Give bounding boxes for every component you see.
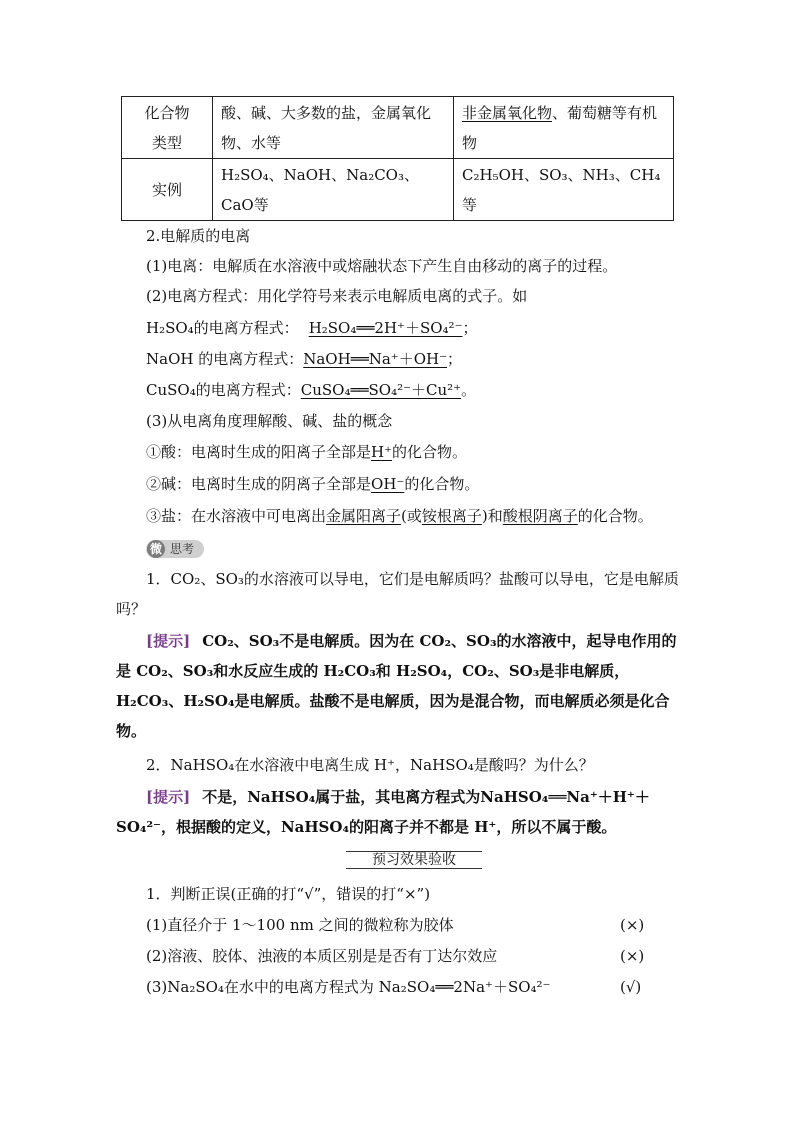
classification-table bbox=[121, 96, 674, 221]
question-2: 2．NaHSO₄在水溶液中电离生成 H⁺，NaHSO₄是酸吗？为什么？ bbox=[146, 756, 594, 774]
acid-definition: ①酸：电离时生成的阳离子全部是H⁺的化合物。 bbox=[146, 443, 468, 461]
table-cell-electrolyte-type: 酸、碱、大多数的盐，金属氧化物、水等 bbox=[213, 97, 454, 159]
table-cell-electrolyte-example: H₂SO₄、NaOH、Na₂CO₃、CaO等 bbox=[213, 159, 454, 221]
banner-title: 预习效果验收 bbox=[346, 852, 482, 868]
table-cell-nonelectrolyte-type: 非金属氧化物、葡萄糖等有机物 bbox=[454, 97, 674, 159]
list-item: (2)溶液、胶体、浊液的本质区别是是否有丁达尔效应 bbox=[146, 947, 498, 965]
equation-label: NaOH 的电离方程式： bbox=[146, 350, 304, 368]
question-1: 1．CO₂、SO₃的水溶液可以导电，它们是电解质吗？盐酸可以导电，它是电解质吗？ bbox=[116, 570, 679, 618]
answer-mark: (√) bbox=[620, 978, 642, 996]
list-item: (3)Na₂SO₄在水中的电离方程式为 Na₂SO₄══2Na⁺＋SO₄²⁻ bbox=[146, 978, 551, 996]
hint-tag: [提示] bbox=[146, 632, 191, 650]
check-question: 1．判断正误(正确的打“√”，错误的打“×”) bbox=[146, 885, 431, 903]
section-banner bbox=[346, 851, 482, 869]
answer-mark: (×) bbox=[620, 916, 645, 934]
think-badge-icon: 微 bbox=[147, 540, 165, 558]
list-item: (1)直径介于 1～100 nm 之间的微粒称为胶体 bbox=[146, 916, 454, 934]
concept-heading: (3)从电离角度理解酸、碱、盐的概念 bbox=[146, 412, 393, 430]
equation-cuso4: CuSO₄══SO₄²⁻＋Cu²⁺ bbox=[300, 381, 462, 399]
answer-1: [提示] CO₂、SO₃不是电解质。因为在 CO₂、SO₃的水溶液中，起导电作用的是 CO₂、SO₃和水反应生成的 H₂CO₃和 H₂SO₄，CO₂、SO₃是非电解质，H₂CO₃、H₂SO₄是电解质。盐酸不是电解质，因为是混合物，而电解质必须是化合物。 bbox=[116, 632, 677, 740]
answer-2: [提示] 不是，NaHSO₄属于盐，其电离方程式为NaHSO₄══Na⁺＋H⁺＋SO₄²⁻，根据酸的定义，NaHSO₄的阳离子并不都是 H⁺，所以不属于酸。 bbox=[116, 788, 650, 836]
answer-mark: (×) bbox=[620, 947, 645, 965]
table-cell-nonelectrolyte-example: C₂H₅OH、SO₃、NH₃、CH₄等 bbox=[454, 159, 674, 221]
equation-intro: (2)电离方程式：用化学符号来表示电解质电离的式子。如 bbox=[146, 287, 528, 305]
think-badge bbox=[146, 540, 204, 558]
equation-row-naoh: NaOH 的电离方程式：NaOH══Na⁺＋OH⁻； bbox=[146, 350, 463, 368]
think-badge-label: 思考 bbox=[170, 542, 195, 556]
base-definition: ②碱：电离时生成的阴离子全部是OH⁻的化合物。 bbox=[146, 475, 480, 493]
ionization-definition: (1)电离：电解质在水溶液中或熔融状态下产生自由移动的离子的过程。 bbox=[146, 257, 618, 275]
equation-label: CuSO₄的电离方程式： bbox=[146, 381, 301, 399]
hint-tag: [提示] bbox=[146, 788, 191, 806]
equation-row-cuso4: CuSO₄的电离方程式：CuSO₄══SO₄²⁻＋Cu²⁺。 bbox=[146, 381, 477, 399]
section-heading: 2.电解质的电离 bbox=[146, 227, 251, 245]
equation-row-h2so4: H₂SO₄的电离方程式： H₂SO₄══2H⁺＋SO₄²⁻； bbox=[146, 319, 478, 337]
table-head-type: 化合物类型 bbox=[122, 97, 213, 159]
equation-h2so4: H₂SO₄══2H⁺＋SO₄²⁻ bbox=[308, 319, 463, 337]
equation-label: H₂SO₄的电离方程式： bbox=[146, 319, 299, 337]
table-head-example: 实例 bbox=[122, 159, 213, 221]
equation-naoh: NaOH══Na⁺＋OH⁻ bbox=[303, 350, 448, 368]
salt-definition: ③盐：在水溶液中可电离出金属阳离子(或铵根离子)和酸根阴离子的化合物。 bbox=[146, 507, 653, 525]
